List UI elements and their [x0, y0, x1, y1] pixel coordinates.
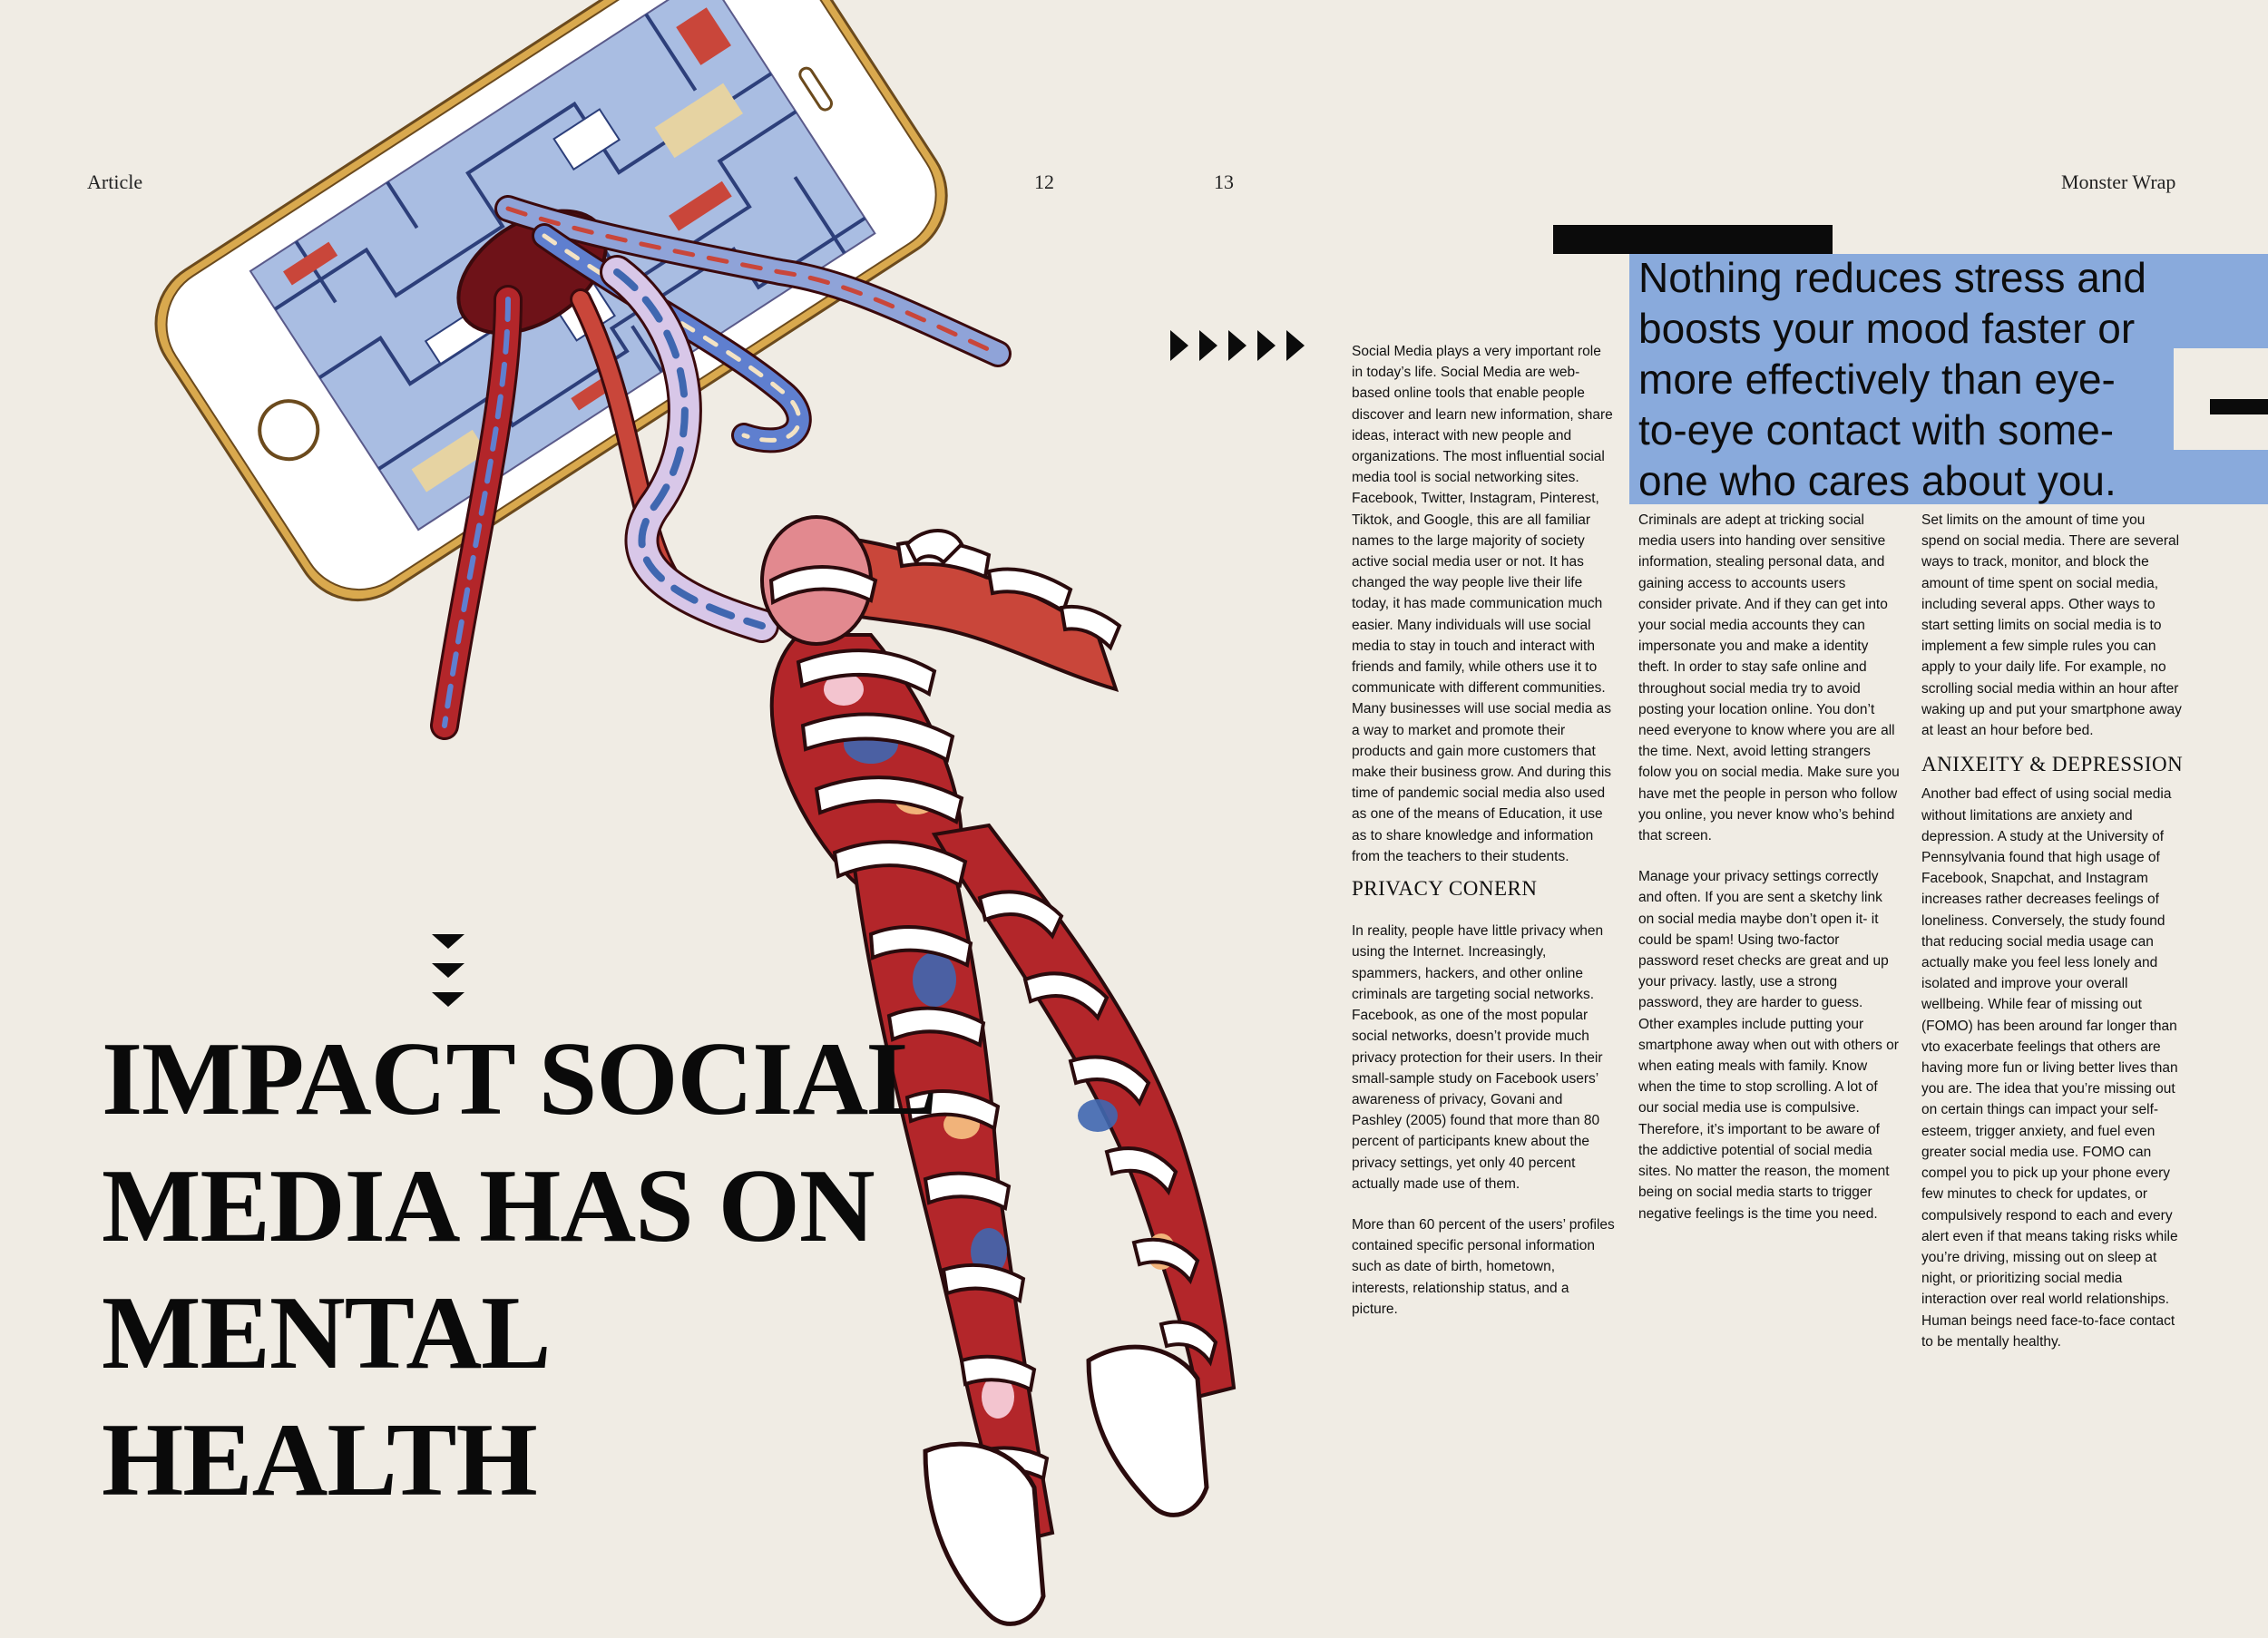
body-paragraph: More than 60 percent of the users’ profiles contained specific personal information such as date of birth, hometown, interests, relationship status, and a picture.: [1352, 1216, 1615, 1317]
pull-quote: [1629, 252, 2174, 506]
article-column-2: [1638, 510, 1901, 1244]
pull-quote-line: more effectively than eye-: [1638, 356, 2116, 403]
arrow-markers-icon: [1170, 328, 1315, 363]
headline-line-1: IMPACT SOCIAL: [102, 1021, 937, 1137]
body-paragraph: Criminals are adept at tricking social media users into handing over sensitive information, stealing personal data, and gaining access to accounts users consider private. And if they can get into your social media accounts they can impersonate you and make a identity theft. In order to stay safe online and throughout social media try to avoid posting your location online. You don’t need everyone to know where you are all the time. Next, avoid letting strangers folow you on social media. Make sure you have met the people in person who follow you online, you never know who’s behind that screen.: [1638, 512, 1900, 844]
headline-line-2: MEDIA HAS ON: [102, 1148, 875, 1264]
privacy-subhead: PRIVACY CONERN: [1352, 877, 1538, 901]
headline-line-3: MENTAL HEALTH: [102, 1275, 545, 1518]
article-column-1: [1352, 341, 1615, 1340]
running-head-right: Monster Wrap: [2061, 171, 2176, 193]
body-paragraph: Set limits on the amount of time you spend on social media. There are several ways to track, monitor, and block the amount of time spent on social media, including several apps. Other ways to start setting limits on social media is to implement a few simple rules you can apply to your daily life. For example, no scrolling social media within an hour after waking up and put your smartphone away at least an hour before bed.: [1921, 512, 2182, 739]
page-number-right: 13: [1214, 171, 1234, 193]
pull-quote-line: Nothing reduces stress and: [1638, 254, 2146, 301]
pull-quote-line: one who cares about you.: [1638, 457, 2116, 504]
article-headline: [102, 1016, 973, 1524]
running-head-left: Article: [87, 171, 143, 193]
body-paragraph: Another bad effect of using social media without limitations are anxiety and depression. A study at the University of Pennsylvania found that high usage of Facebook, Snapchat, and Instagram increases rather decreases feelings of loneliness. Conversely, the study found that reducing social media usage can actually make you feel less lonely and isolated and improve your overall wellbeing. While fear of missing out (FOMO) has been around far longer than vto exacerbate feelings that others are having more fun or living better lives than you are. The idea that you’re missing out on certain things can impact your self-esteem, trigger anxiety, and fuel even greater social media use. FOMO can compel you to pick up your phone every few minutes to check for updates, or compulsively respond to each and every alert even if that means taking risks while you’re driving, missing out on sleep at night, or prioritizing social media interaction over real world relationships. Human beings need face-to-face contact to be mentally healthy.: [1921, 786, 2178, 1350]
body-paragraph: In reality, people have little privacy when using the Internet. Increasingly, spammers, hackers, and other online criminals are targeting social networks. Facebook, as one of the most popular social networks, doesn’t provide much privacy protection for their users. In their small-sample study on Facebook users’ awareness of privacy, Govani and Pashley (2005) found that more than 80 percent of participants knew about the privacy settings, yet only 40 percent actually made use of them.: [1352, 923, 1604, 1192]
article-column-3: [1921, 510, 2185, 1372]
anxiety-subhead: ANIXEITY & DEPRESSION: [1921, 753, 2184, 776]
intro-paragraph: Social Media plays a very important role in today’s life. Social Media are web-based online tools that enable people discover and learn new information, share ideas, interact with new people and organizations. The most influential social media tool is social networking sites. Facebook, Twitter, Instagram, Pinterest, Tiktok, and Google, this are all familiar names to the large majority of society active social media user or not. It has changed the way people live their life today, it has made communication much easier. Many individuals will use social media to stay in touch and interact with friends and family, while others use it to communicate with different communities. Many businesses will use social media as a way to market and promote their products and gain more customers that make their business grow. And during this time of pandemic social media also used as one of the means of Education, it use as to share knowledge and information from the teachers to their students.: [1352, 344, 1613, 864]
down-chevrons-icon: [430, 931, 466, 1012]
pull-quote-line: to-eye contact with some-: [1638, 406, 2115, 453]
body-paragraph: Manage your privacy settings correctly and often. If you are sent a sketchy link on social media maybe don’t open it- it could be spam! Using two-factor password reset checks are great and up your privacy. lastly, use a strong password, they are harder to guess. Other examples include putting your smartphone away when out with others or when eating meals with family. Know when the time to stop scrolling. A lot of our social media use is compulsive. Therefore, it’s important to be aware of the addictive potential of social media sites. No matter the reason, the moment being on social media starts to trigger negative feelings is the time you need.: [1638, 869, 1899, 1222]
pull-quote-line: boosts your mood faster or: [1638, 305, 2136, 352]
quote-accent-bar: [1553, 225, 1833, 254]
quote-accent-bar: [2210, 399, 2268, 414]
page-number-left: 12: [1034, 171, 1054, 193]
